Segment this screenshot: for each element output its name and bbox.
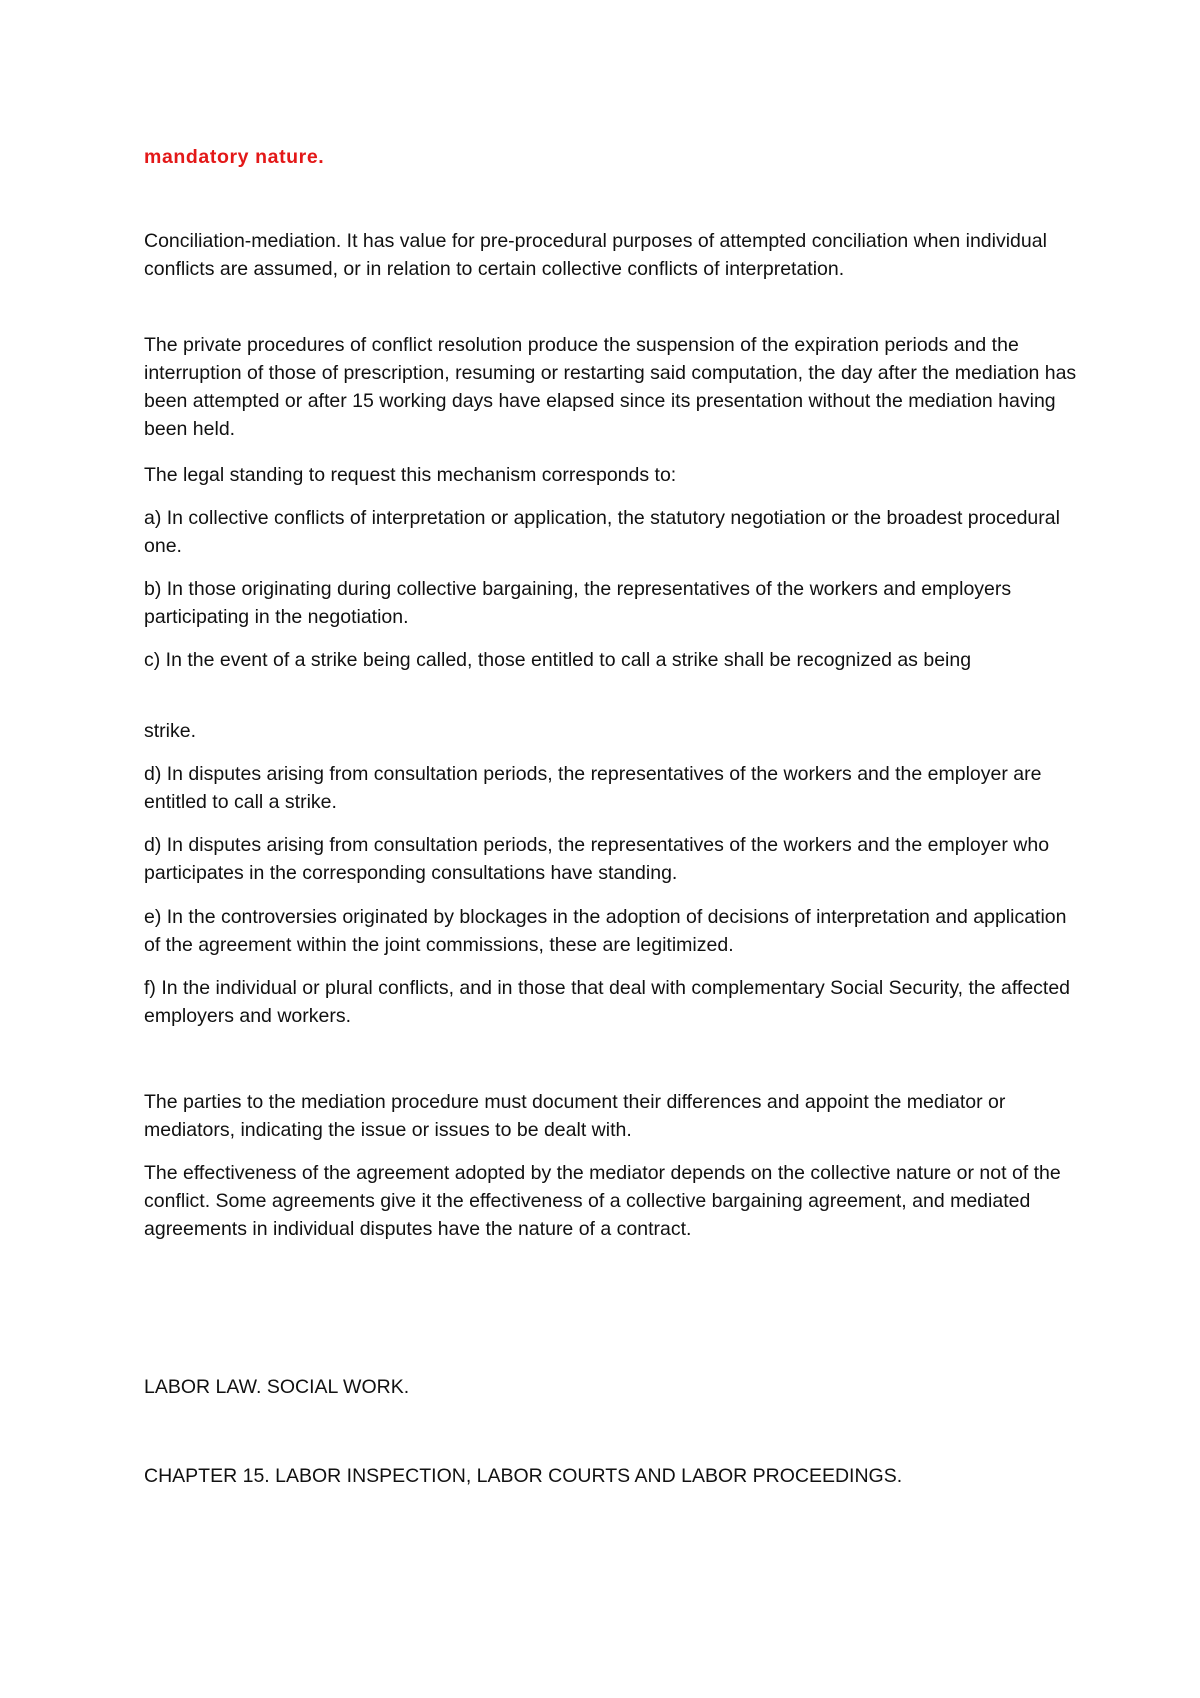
paragraph-mediation-parties: The parties to the mediation procedure must document their differences and appoint the mediator or mediators, indicating the issue or issues to be dealt with. <box>144 1091 1006 1141</box>
list-item-d-first: d) In disputes arising from consultation periods, the representatives of the workers and the employer are entitled to call a strike. <box>144 763 1042 813</box>
paragraph-legal-standing: The legal standing to request this mechanism corresponds to: <box>144 464 677 486</box>
list-item-d-second: d) In disputes arising from consultation periods, the representatives of the workers and the employer who participates in the corresponding consultations have standing. <box>144 834 1050 884</box>
section-title-labor-law: LABOR LAW. SOCIAL WORK. <box>144 1376 410 1398</box>
list-item-c: c) In the event of a strike being called, those entitled to call a strike shall be recognized as being <box>144 649 972 671</box>
chapter-title: CHAPTER 15. LABOR INSPECTION, LABOR COURTS AND LABOR PROCEEDINGS. <box>144 1465 903 1487</box>
list-item-c-continuation: strike. <box>144 720 197 742</box>
paragraph-agreement-effectiveness: The effectiveness of the agreement adopted by the mediator depends on the collective nature or not of the conflict. Some agreements give it the effectiveness of a collective bargaining agreement, and mediated agreements in individual disputes have the nature of a contract. <box>144 1162 1061 1240</box>
list-item-f: f) In the individual or plural conflicts, and in those that deal with complementary Social Security, the affected employers and workers. <box>144 977 1071 1027</box>
paragraph-private-procedures: The private procedures of conflict resolution produce the suspension of the expiration periods and the interruption of those of prescription, resuming or restarting said computation, the day after the mediation has been attempted or after 15 working days have elapsed since its presentation without the mediation having been held. <box>144 334 1077 440</box>
list-item-a: a) In collective conflicts of interpretation or application, the statutory negotiation or the broadest procedural one. <box>144 507 1060 557</box>
list-item-b: b) In those originating during collective bargaining, the representatives of the workers and employers participating in the negotiation. <box>144 578 1012 628</box>
paragraph-conciliation-mediation: Conciliation-mediation. It has value for pre-procedural purposes of attempted conciliation when individual conflicts are assumed, or in relation to certain collective conflicts of interpretation. <box>144 230 1047 280</box>
list-item-e: e) In the controversies originated by blockages in the adoption of decisions of interpretation and application of the agreement within the joint commissions, these are legitimized. <box>144 906 1067 956</box>
section-heading: mandatory nature. <box>144 146 325 168</box>
